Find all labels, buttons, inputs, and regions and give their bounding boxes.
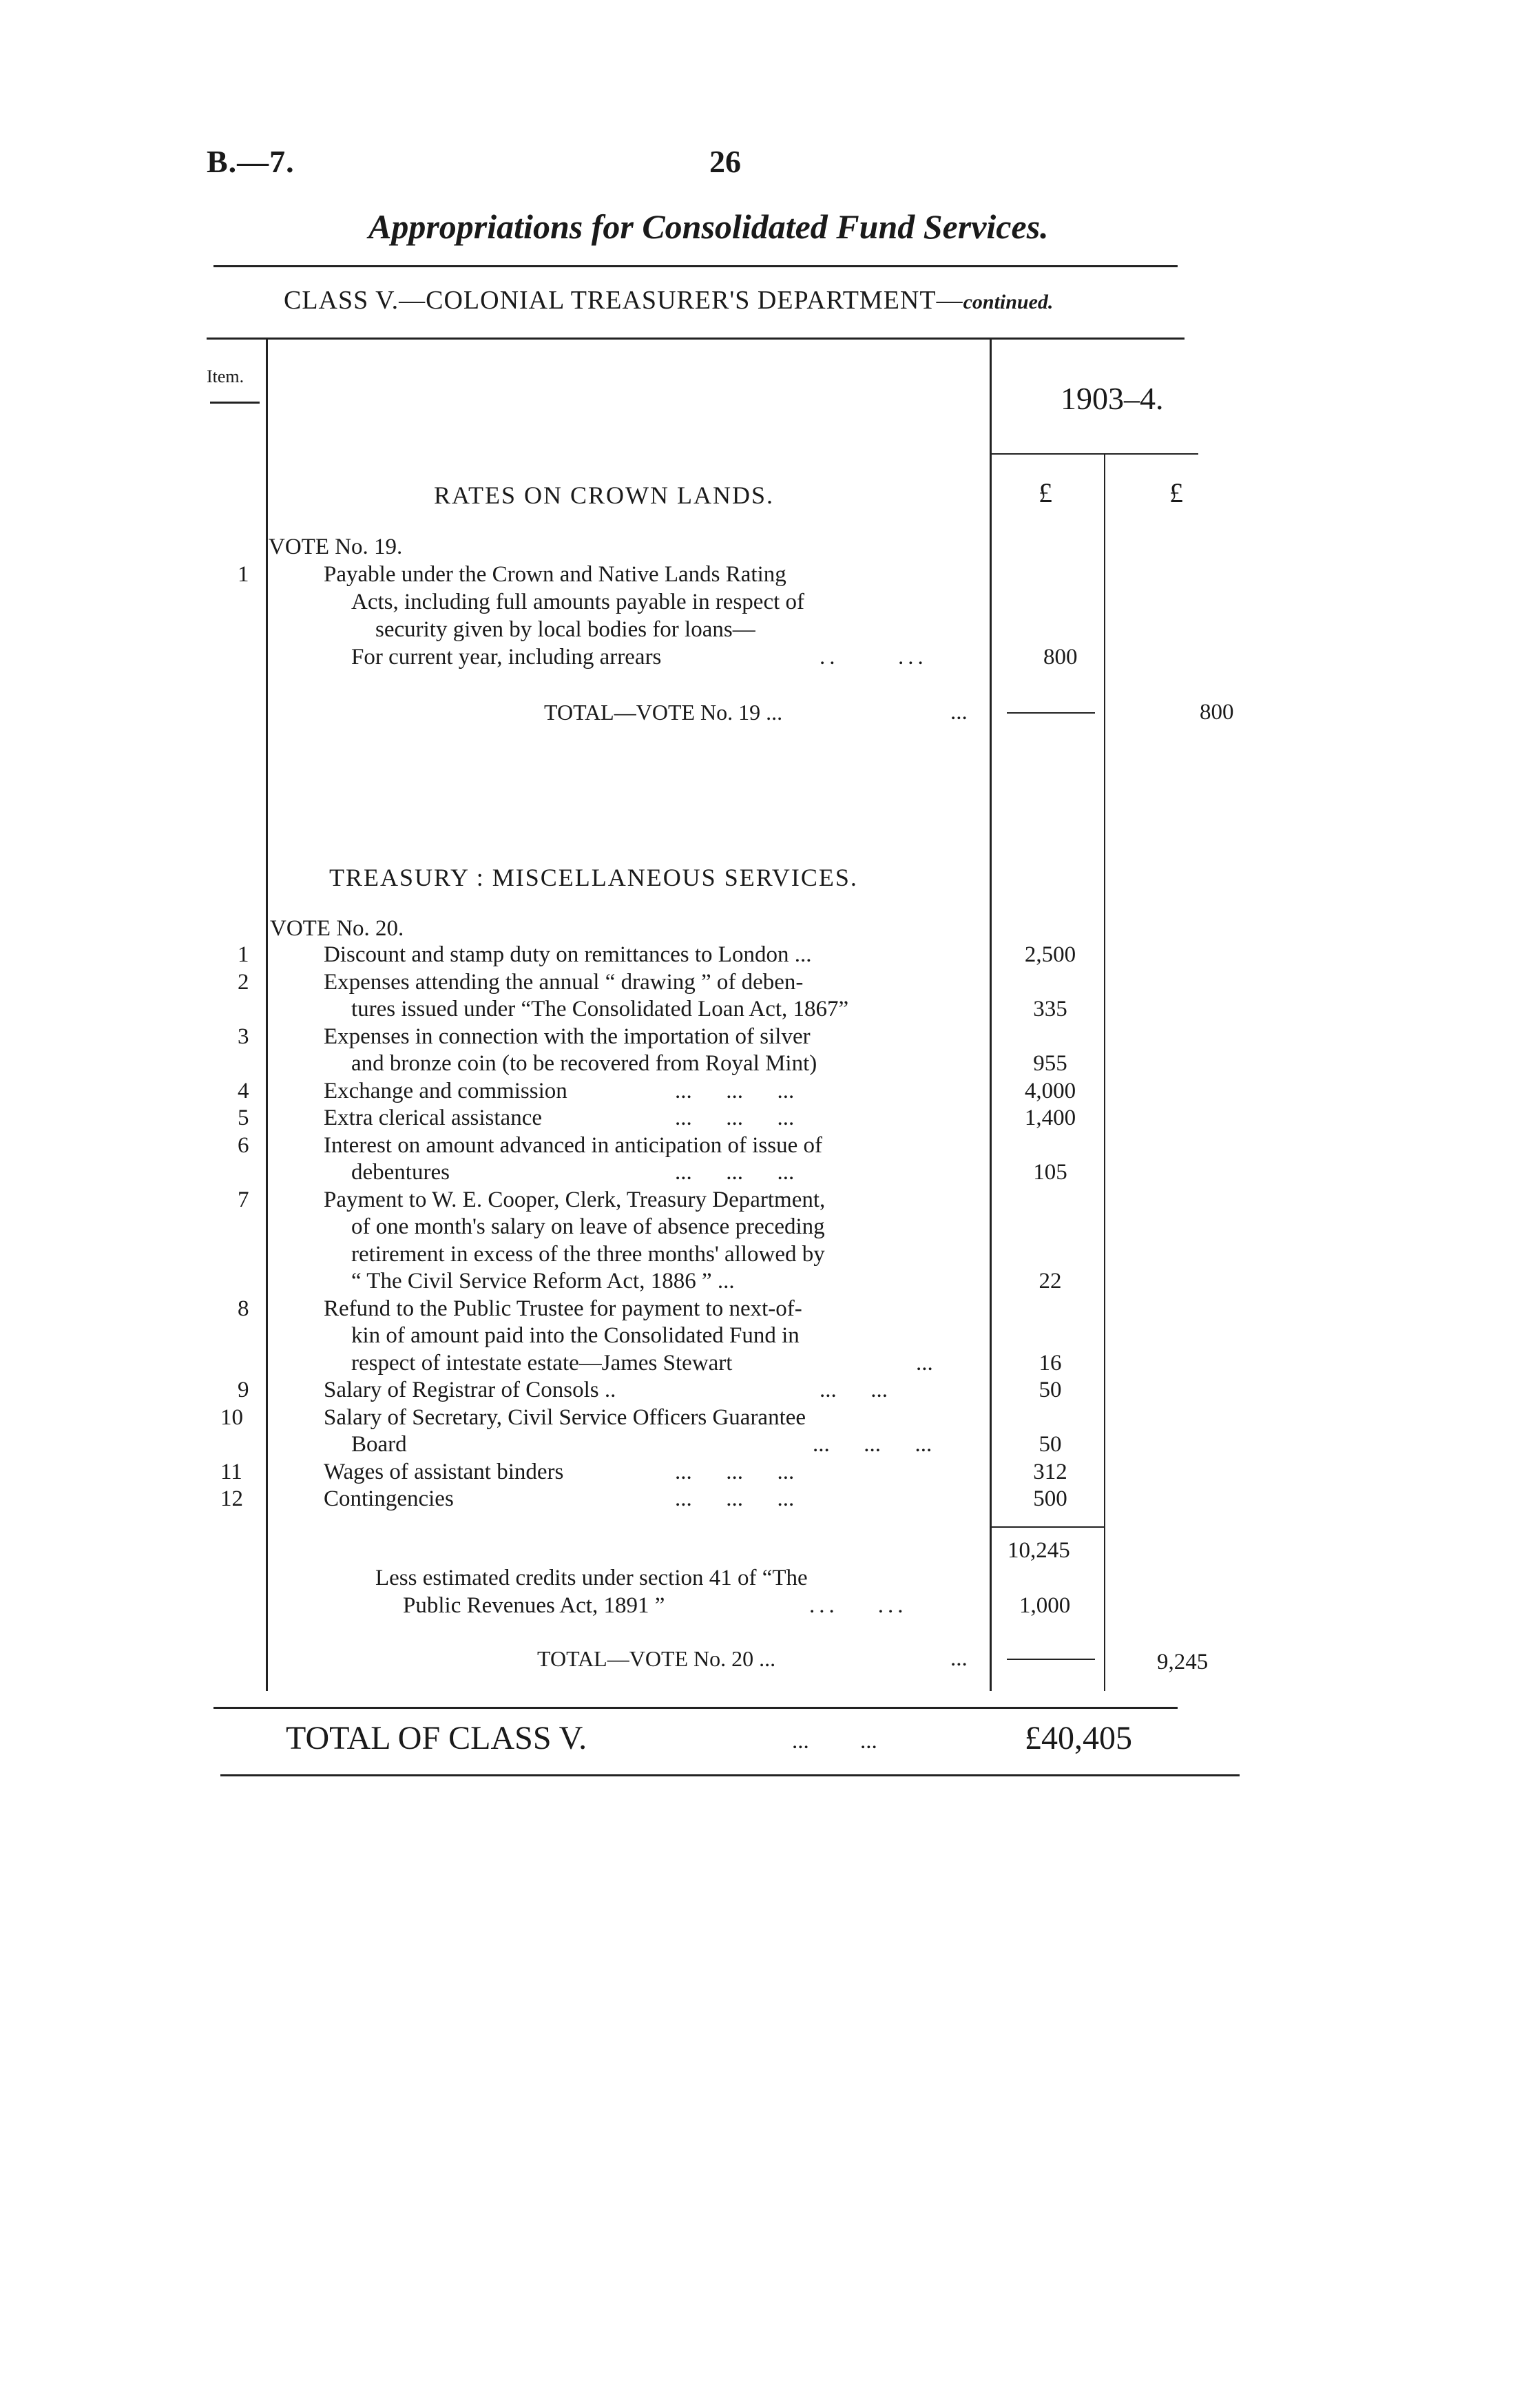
item-description-line: Payment to W. E. Cooper, Clerk, Treasury Department, bbox=[324, 1187, 826, 1212]
vote-19-total-rule bbox=[1007, 712, 1095, 714]
class-heading-continued: continued. bbox=[963, 291, 1054, 313]
rule-grand-top bbox=[213, 1707, 1178, 1709]
item-amount: 955 bbox=[1033, 1051, 1067, 1076]
item-description-line: Expenses in connection with the importation of silver bbox=[324, 1024, 811, 1049]
item-number: 4 bbox=[238, 1078, 249, 1103]
vote-20-total-label: TOTAL—VOTE No. 20 ... bbox=[537, 1646, 776, 1671]
item-amount: 22 bbox=[1039, 1269, 1062, 1294]
item-description-line: Contingencies bbox=[324, 1486, 454, 1511]
vote-19-total-dots: ... bbox=[950, 700, 968, 725]
grand-total-amount: £40,405 bbox=[1025, 1720, 1132, 1756]
item-description-line: Exchange and commission bbox=[324, 1078, 567, 1103]
item-number: 6 bbox=[238, 1132, 249, 1158]
item-description-line: Discount and stamp duty on remittances to London ... bbox=[324, 942, 812, 967]
item-description-line: Refund to the Public Trustee for payment to next-of- bbox=[324, 1296, 802, 1321]
subtotal-rule bbox=[992, 1526, 1104, 1528]
grand-total-dots: ... ... bbox=[792, 1729, 877, 1754]
item-amount: 50 bbox=[1039, 1378, 1062, 1402]
leader-dots: ... ... ... bbox=[675, 1106, 795, 1130]
item-description-line: debentures bbox=[351, 1160, 450, 1185]
item-label-underline bbox=[210, 402, 260, 404]
item-amount: 50 bbox=[1039, 1432, 1062, 1457]
credits-line-1: Less estimated credits under section 41 of “The bbox=[375, 1566, 808, 1590]
leader-dots: ... ... ... bbox=[813, 1432, 932, 1457]
item-amount: 16 bbox=[1039, 1350, 1062, 1376]
item-description-line: Salary of Secretary, Civil Service Officers Guarantee bbox=[324, 1404, 806, 1430]
item-amount: 4,000 bbox=[1024, 1078, 1076, 1103]
grand-total-label: TOTAL OF CLASS V. bbox=[286, 1720, 587, 1756]
item-description-line: Salary of Registrar of Consols .. bbox=[324, 1378, 616, 1402]
item-number: 3 bbox=[238, 1024, 249, 1049]
item-description-line: Interest on amount advanced in anticipation of issue of bbox=[324, 1132, 822, 1158]
vote-19-line-1: Payable under the Crown and Native Lands Rating bbox=[324, 562, 786, 587]
item-number: 1 bbox=[238, 942, 249, 967]
item-description-line: tures issued under “The Consolidated Loan Act, 1867” bbox=[351, 997, 849, 1021]
item-amount: 1,400 bbox=[1024, 1106, 1076, 1130]
rule-grand-bottom bbox=[220, 1774, 1240, 1776]
section-title-treasury: TREASURY : MISCELLANEOUS SERVICES. bbox=[329, 864, 858, 891]
section-title-crown-lands: RATES ON CROWN LANDS. bbox=[434, 481, 775, 509]
item-number: 2 bbox=[238, 969, 249, 995]
credits-line-2: Public Revenues Act, 1891 ” ... ... bbox=[403, 1593, 908, 1618]
item-number: 9 bbox=[238, 1378, 249, 1402]
item-description-line: Board bbox=[351, 1432, 407, 1457]
fiscal-year: 1903–4. bbox=[1061, 381, 1164, 416]
vote-20-subtotal: 10,245 bbox=[1008, 1538, 1070, 1563]
year-underline bbox=[992, 453, 1198, 455]
vote-20-total-dots: ... bbox=[950, 1646, 968, 1671]
rule-table-top bbox=[207, 338, 1185, 340]
credits-amount: 1,000 bbox=[1019, 1593, 1071, 1618]
currency-right: £ bbox=[1169, 477, 1183, 508]
class-heading-main: CLASS V.—COLONIAL TREASURER'S DEPARTMENT— bbox=[284, 286, 963, 315]
item-number: 7 bbox=[238, 1187, 249, 1212]
page-subtitle: Appropriations for Consolidated Fund Services. bbox=[368, 207, 1049, 246]
rule-top bbox=[213, 265, 1178, 267]
item-number: 10 bbox=[220, 1404, 243, 1430]
item-amount: 2,500 bbox=[1024, 942, 1076, 967]
item-amount: 312 bbox=[1033, 1459, 1067, 1484]
page-number: 26 bbox=[709, 144, 741, 179]
vote-19-line-2: Acts, including full amounts payable in respect of bbox=[351, 590, 805, 614]
leader-dots: ... bbox=[916, 1350, 933, 1376]
item-description-line: retirement in excess of the three months' allowed by bbox=[351, 1241, 825, 1267]
leader-dots: ... ... ... bbox=[675, 1160, 795, 1185]
item-description-line: respect of intestate estate—James Stewart bbox=[351, 1350, 733, 1376]
item-column-divider bbox=[266, 340, 268, 1691]
item-description-line: Expenses attending the annual “ drawing ” of deben- bbox=[324, 969, 804, 995]
item-description-line: kin of amount paid into the Consolidated Fund in bbox=[351, 1323, 800, 1348]
item-description-line: “ The Civil Service Reform Act, 1886 ” ... bbox=[351, 1269, 735, 1294]
item-description-line: Wages of assistant binders bbox=[324, 1459, 564, 1484]
document-reference: B.—7. bbox=[207, 144, 295, 179]
item-number: 12 bbox=[220, 1486, 243, 1511]
currency-left: £ bbox=[1039, 477, 1052, 508]
item-description-line: of one month's salary on leave of absence preceding bbox=[351, 1214, 825, 1239]
item-description-line: and bronze coin (to be recovered from Royal Mint) bbox=[351, 1051, 817, 1076]
inner-column-divider bbox=[1104, 455, 1105, 1691]
vote-20-total-amount: 9,245 bbox=[1157, 1650, 1209, 1674]
item-number: 11 bbox=[220, 1459, 242, 1484]
item-amount: 335 bbox=[1033, 997, 1067, 1021]
vote-20-heading: VOTE No. 20. bbox=[270, 916, 404, 941]
amount-column-divider bbox=[990, 340, 992, 1691]
class-heading bbox=[284, 285, 1053, 315]
vote-19-line-3: security given by local bodies for loans— bbox=[375, 617, 755, 642]
item-description-line: Extra clerical assistance bbox=[324, 1106, 542, 1130]
vote-19-line-4: For current year, including arrears .. ... bbox=[351, 645, 928, 670]
item-number: 5 bbox=[238, 1106, 249, 1130]
leader-dots: ... ... ... bbox=[675, 1078, 795, 1103]
leader-dots: ... ... bbox=[820, 1378, 888, 1402]
leader-dots: ... ... ... bbox=[675, 1486, 795, 1511]
vote-19-heading: VOTE No. 19. bbox=[269, 534, 403, 559]
item-amount: 105 bbox=[1033, 1160, 1067, 1185]
vote-19-item-no: 1 bbox=[238, 562, 249, 587]
item-number: 8 bbox=[238, 1296, 249, 1321]
vote-19-amount: 800 bbox=[1043, 645, 1078, 670]
vote-19-total-label: TOTAL—VOTE No. 19 ... bbox=[544, 700, 783, 725]
leader-dots: ... ... ... bbox=[675, 1459, 795, 1484]
vote-20-total-rule bbox=[1007, 1659, 1095, 1660]
item-amount: 500 bbox=[1033, 1486, 1067, 1511]
vote-19-total-amount: 800 bbox=[1200, 700, 1234, 725]
item-column-label: Item. bbox=[207, 366, 244, 386]
